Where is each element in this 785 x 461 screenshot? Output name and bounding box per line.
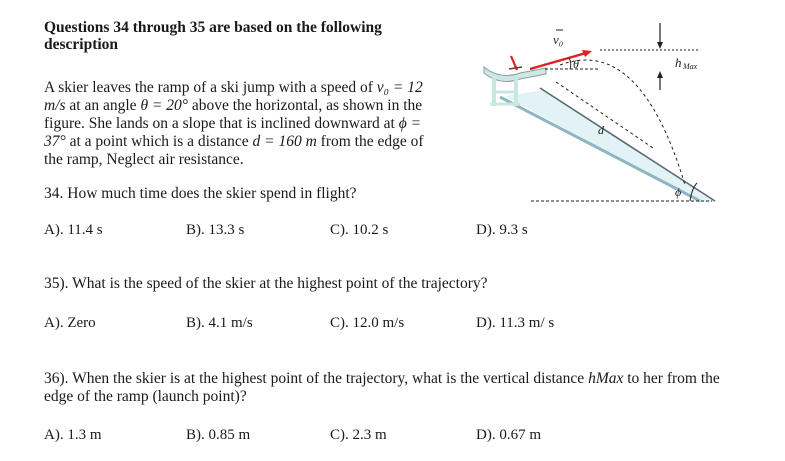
q36-text-b: to her from the edge of the ramp (launch point)? bbox=[44, 370, 720, 405]
max-label: Max bbox=[683, 62, 698, 71]
hmax-arrowhead-top bbox=[657, 42, 663, 49]
hmax-arrowhead-bottom bbox=[657, 71, 663, 78]
d-label: d bbox=[598, 123, 604, 137]
question-34: 34. How much time does the skier spend in flight? bbox=[44, 185, 357, 202]
q36-option-c[interactable]: C). 2.3 m bbox=[330, 427, 387, 443]
desc-text-3: above the horizontal, as shown in the figure. She lands on a slope that is inclined downward at bbox=[44, 97, 423, 132]
hmax-label: hMax bbox=[588, 370, 624, 387]
desc-text-5: from the edge of the ramp, Neglect air resistance. bbox=[44, 133, 424, 168]
desc-text-1: A skier leaves the ramp of a ski jump with a speed of bbox=[44, 79, 377, 96]
q34-option-c[interactable]: C). 10.2 s bbox=[330, 222, 389, 238]
slope-inner-line bbox=[500, 97, 700, 201]
velocity-arrowhead bbox=[582, 50, 592, 57]
phi-value: ϕ = 37° bbox=[44, 115, 422, 150]
slope-line bbox=[540, 88, 715, 201]
q35-option-c[interactable]: C). 12.0 m/s bbox=[330, 315, 405, 331]
skier-skis bbox=[509, 67, 522, 69]
theta-arc bbox=[569, 58, 571, 69]
q35-option-a[interactable]: A). Zero bbox=[44, 315, 96, 331]
q34-option-b[interactable]: B). 13.3 s bbox=[186, 222, 245, 238]
section-title: Questions 34 through 35 are based on the following description bbox=[44, 19, 382, 53]
h-label: h bbox=[675, 55, 682, 70]
d-value: d = 160 m bbox=[252, 133, 317, 150]
q36-option-d[interactable]: D). 0.67 m bbox=[476, 427, 541, 443]
q35-option-d[interactable]: D). 11.3 m/ s bbox=[476, 315, 555, 331]
q34-option-a[interactable]: A). 11.4 s bbox=[44, 222, 103, 238]
theta-value: θ = 20° bbox=[140, 97, 188, 114]
question-36 bbox=[44, 370, 734, 406]
q36-text-a: 36). When the skier is at the highest point of the trajectory, what is the vertical distance bbox=[44, 370, 589, 387]
slope-shading bbox=[505, 90, 715, 202]
q35-option-b[interactable]: B). 4.1 m/s bbox=[186, 315, 253, 331]
ski-jump-figure bbox=[475, 14, 725, 214]
v0-label: v₀ bbox=[553, 32, 564, 47]
problem-description bbox=[44, 79, 444, 169]
q36-option-a[interactable]: A). 1.3 m bbox=[44, 427, 102, 443]
phi-label: ϕ bbox=[675, 185, 682, 199]
question-35: 35). What is the speed of the skier at the highest point of the trajectory? bbox=[44, 275, 488, 292]
desc-text-2: at an angle bbox=[65, 97, 141, 114]
theta-label: θ bbox=[573, 57, 579, 71]
desc-text-4: at a point which is a distance bbox=[65, 133, 253, 150]
q36-option-b[interactable]: B). 0.85 m bbox=[186, 427, 251, 443]
q34-option-d[interactable]: D). 9.3 s bbox=[476, 222, 528, 238]
v0-value: v₀ = 12 m/s bbox=[44, 79, 423, 114]
